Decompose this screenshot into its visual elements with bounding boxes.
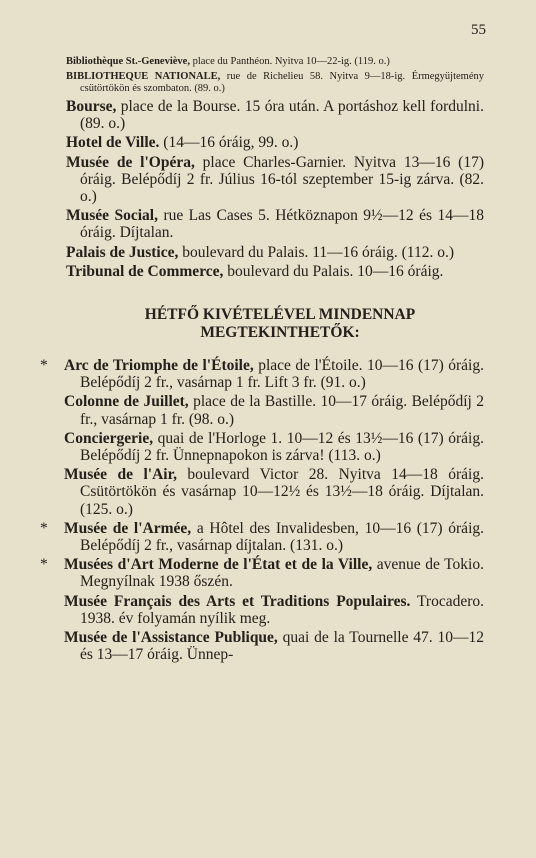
entry-text: avenue de Tokio. Megnyílnak 1938 őszén. [80,556,484,591]
entry-text: quai de la Tournelle 47. 10—12 és 13—17 óráig. Ünnep- [80,629,484,664]
entry-text: place du Panthéon. Nyitva 10—22-ig. (119. o.) [189,56,390,67]
section-heading-line1: HÉTFŐ KIVÉTELÉVEL MINDENNAP [144,306,416,324]
asterisk-mark: * [40,357,48,375]
entry-musee-armee [40,519,484,555]
entry-name: Colonne de Juillet, [64,393,189,411]
entry-musee-arts-traditions [66,593,484,627]
entry-text: Trocadero. 1938. év folyamán nyílik meg. [80,592,484,627]
entry-musee-opera [66,154,484,206]
entry-bibliotheque-st-genevieve [66,56,484,68]
entry-name: BIBLIOTHEQUE NATIONALE, [66,71,221,82]
entry-name: Hotel de Ville. [66,134,160,152]
entry-text: place de l'Étoile. 10—16 (17) óráig. Belépődíj 2 fr., vasárnap 1 fr. Lift 3 fr. (91. o.) [80,357,484,392]
entry-text: quai de l'Horloge 1. 10—12 és 13½—16 (17) óráig. Belépődíj 2 fr. Ünnepnapokon is zárva! (113. o.) [80,429,484,465]
entry-musee-assistance-publique [66,629,484,663]
entry-musee-air [66,466,484,518]
entry-conciergerie [66,430,484,464]
asterisk-mark: * [40,519,48,537]
entry-name: Conciergerie, [64,429,154,447]
entry-name: Musée de l'Opéra, [66,153,195,171]
entry-palais-de-justice [66,244,484,261]
entry-hotel-de-ville [66,134,484,151]
entry-text: place de la Bourse. 15 óra után. A portáshoz kell fordulni. (89. o.) [80,98,484,133]
entry-name: Bibliothèque St.-Geneviève, [66,56,190,67]
entry-name: Arc de Triomphe de l'Étoile, [64,357,254,375]
entry-name: Musée de l'Assistance Publique, [64,629,278,647]
entry-text: a Hôtel des Invalidesben, 10—16 (17) óráig. Belépődíj 2 fr., vasárnap díjtalan. (131. o.) [80,519,484,555]
entry-bourse [66,98,484,132]
section-heading-line2: MEGTEKINTHETŐK: [200,323,360,341]
entry-name: Tribunal de Commerce, [66,262,224,280]
entry-name: Palais de Justice, [66,243,179,261]
entry-colonne-de-juillet [66,393,484,427]
entry-name: Musée Français des Arts et Traditions Populaires. [64,592,411,610]
entry-text: boulevard du Palais. 10—16 óráig. [223,262,444,280]
entry-text: boulevard du Palais. 11—16 óráig. (112. o.) [178,243,455,261]
entry-musees-art-moderne [40,556,484,591]
entry-musee-social [66,207,484,241]
section-heading [66,306,484,341]
entry-name: Musées d'Art Moderne de l'État et de la Ville, [64,556,373,574]
entry-text: place Charles-Garnier. Nyitva 13—16 (17) óráig. Belépődíj 2 fr. Július 16-tól szeptember 15-ig zárva. (82. o.) [80,153,484,206]
entry-name: Musée de l'Armée, [64,519,192,537]
entry-text: boulevard Victor 28. Nyitva 14—18 óráig. Csütörtökön és vasárnap 10—12½ és 13½—18 óráig. Díjtalan. (125. o.) [80,466,484,518]
entry-name: Musée de l'Air, [64,466,177,484]
entry-text: rue de Richelieu 58. Nyitva 9—18-ig. Érmegyüjtemény csütörtökön és szombaton. (89. o.) [80,71,485,94]
entry-name: Musée Social, [66,207,158,225]
entry-text: place de la Bastille. 10—17 óráig. Belépődíj 2 fr., vasárnap 1 fr. (98. o.) [80,393,485,428]
entry-text: rue Las Cases 5. Hétköznapon 9½—12 és 14—18 óráig. Díjtalan. [80,207,484,242]
entry-tribunal-de-commerce [66,263,484,280]
entry-name: Bourse, [66,98,117,115]
asterisk-mark: * [40,556,48,574]
entry-arc-de-triomphe [40,357,484,392]
entry-bibliotheque-nationale [66,71,484,95]
entry-list [40,56,485,665]
page-number: 55 [471,22,486,38]
entry-text: (14—16 óráig, 99. o.) [159,134,299,152]
